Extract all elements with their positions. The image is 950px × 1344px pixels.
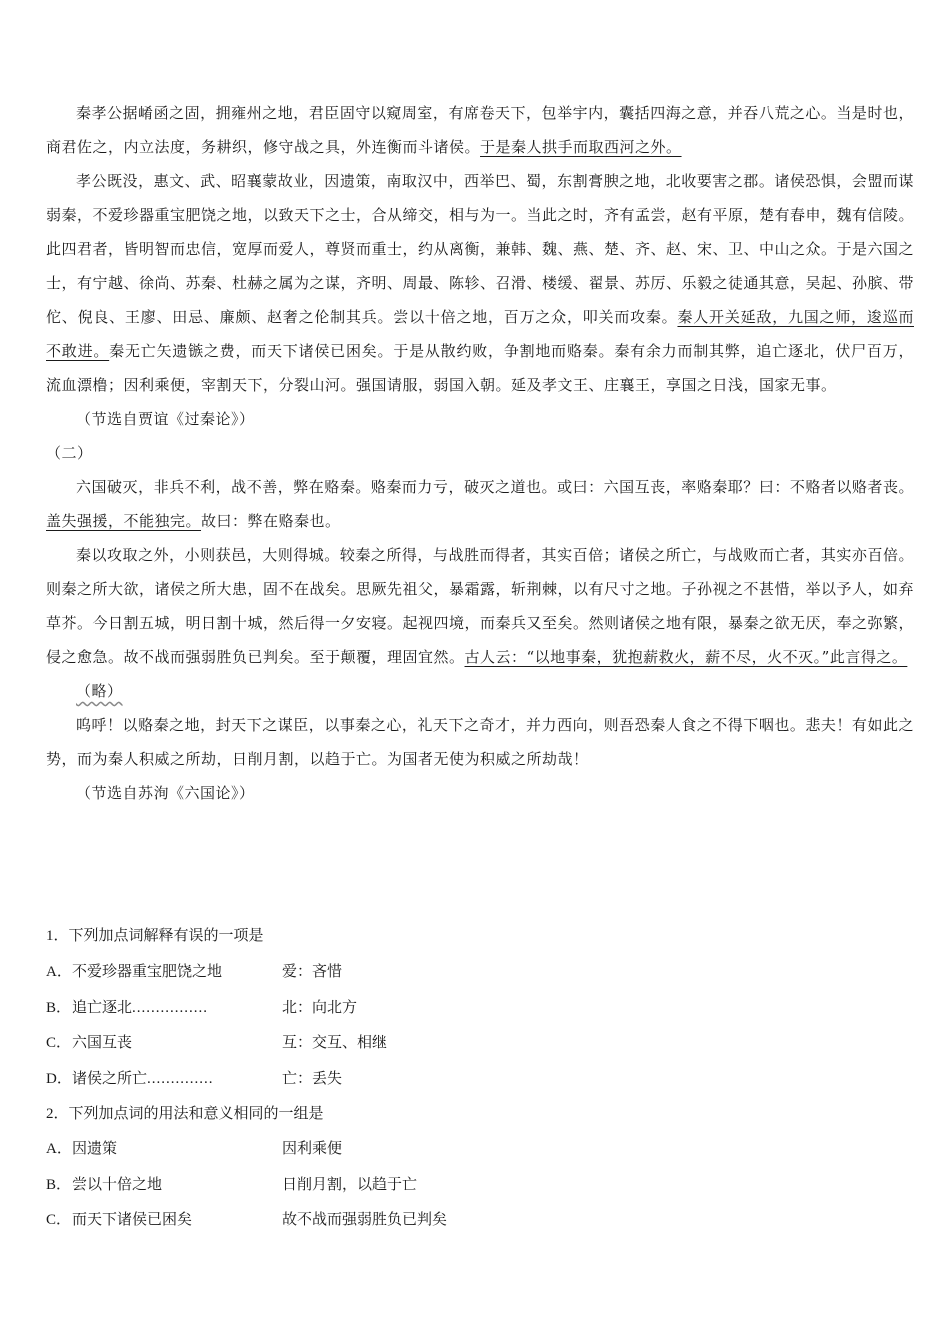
question-2-stem: 2．下列加点词的用法和意义相同的一组是 — [46, 1106, 324, 1122]
underlined-sentence: 盖失强援，不能独完。 — [46, 512, 202, 530]
paragraph: 呜呼！以赂秦之地，封天下之谋臣，以事秦之心，礼天下之奇才，并力西向，则吾恐秦人食之不得下咽也。悲夫！有如此之势，而为秦人积威之所劫，日削月割，以趋于亡。为国者无使为积威之所劫哉！ — [46, 716, 914, 768]
question-1-option-c[interactable]: C．六国互丧 互：交互、相继 — [46, 1035, 388, 1051]
question-2-option-b[interactable]: B．尝以十倍之地 日削月割，以趋于亡 — [46, 1177, 418, 1193]
question-1-stem: 1．下列加点词解释有误的一项是 — [46, 928, 264, 944]
passage-guoqinlun — [46, 96, 914, 810]
question-2-option-c[interactable]: C．而天下诸侯已困矣 故不战而强弱胜负已判矣 — [46, 1212, 448, 1228]
omitted-note: （略） — [76, 682, 123, 700]
question-1-option-a[interactable]: A．不爱珍器重宝肥饶之地 爱：吝惜 — [46, 964, 343, 980]
paragraph: 秦以攻取之外，小则获邑，大则得城。较秦之所得，与战胜而得者，其实百倍；诸侯之所亡，与战败而亡者，其实亦百倍。则秦之所大欲，诸侯之所大患，固不在战矣。思厥先祖父，暴霜露，斩荆棘，以有尺寸之地。子孙视之不甚惜，举以予人，如弃草芥。今日割五城，明日割十城，然后得一夕安寝。起视四境，而秦兵又至矣。然则诸侯之地有限，暴秦之欲无厌，奉之弥繁，侵之愈急。故不战而强弱胜负已判矣。至于颠覆，理固宜然。古人云：“以地事秦，犹抱薪救火，薪不尽，火不灭。”此言得之。 — [46, 546, 915, 666]
underlined-sentence: 秦人开关延敌，九国之师，逡巡而不敢进。 — [46, 308, 914, 360]
paragraph: 六国破灭，非兵不利，战不善，弊在赂秦。赂秦而力亏，破灭之道也。或曰：六国互丧，率赂秦耶？曰：不赂者以赂者丧。盖失强援，不能独完。故曰：弊在赂秦也。 — [46, 478, 914, 530]
source-note: （节选自苏洵《六国论》） — [76, 784, 255, 802]
section-label: （二） — [46, 444, 93, 462]
paragraph: 孝公既没，惠文、武、昭襄蒙故业，因遗策，南取汉中，西举巴、蜀，东割膏腴之地，北收要害之郡。诸侯恐惧，会盟而谋弱秦，不爱珍器重宝肥饶之地，以致天下之士，合从缔交，相与为一。当此之时，齐有孟尝，赵有平原，楚有春申，魏有信陵。此四君者，皆明智而忠信，宽厚而爱人，尊贤而重士，约从离衡，兼韩、魏、燕、楚、齐、赵、宋、卫、中山之众。于是六国之士，有宁越、徐尚、苏秦、杜赫之属为之谋，齐明、周最、陈轸、召滑、楼缓、翟景、苏厉、乐毅之徒通其意，吴起、孙膑、带佗、倪良、王廖、田忌、廉颇、赵奢之伦制其兵。尝以十倍之地，百万之众，叩关而攻秦。秦人开关延敌，九国之师，逡巡而不敢进。秦无亡矢遗镞之费，而天下诸侯已困矣。于是从散约败，争割地而赂秦。秦有余力而制其弊，追亡逐北，伏尸百万，流血漂橹；因利乘便，宰割天下，分裂山河。强国请服，弱国入朝。延及孝文王、庄襄王，享国之日浅，国家无事。 — [46, 172, 915, 394]
question-1-option-d[interactable]: D．诸侯之所亡.............. 亡：丢失 — [46, 1071, 343, 1087]
paragraph: 秦孝公据崤函之固，拥雍州之地，君臣固守以窥周室，有席卷天下，包举宇内，囊括四海之意，并吞八荒之心。当是时也，商君佐之，内立法度，务耕织，修守战之具，外连衡而斗诸侯。于是秦人拱手而取西河之外。 — [46, 104, 914, 156]
underlined-sentence: 古人云：“以地事秦，犹抱薪救火，薪不尽，火不灭。”此言得之。 — [464, 648, 908, 666]
source-note: （节选自贾谊《过秦论》） — [76, 410, 255, 428]
question-2-option-a[interactable]: A．因遗策 因利乘便 — [46, 1141, 343, 1157]
underlined-sentence: 于是秦人拱手而取西河之外。 — [480, 138, 682, 156]
question-1-option-b[interactable]: B．追亡逐北................ 北：向北方 — [46, 1000, 358, 1016]
